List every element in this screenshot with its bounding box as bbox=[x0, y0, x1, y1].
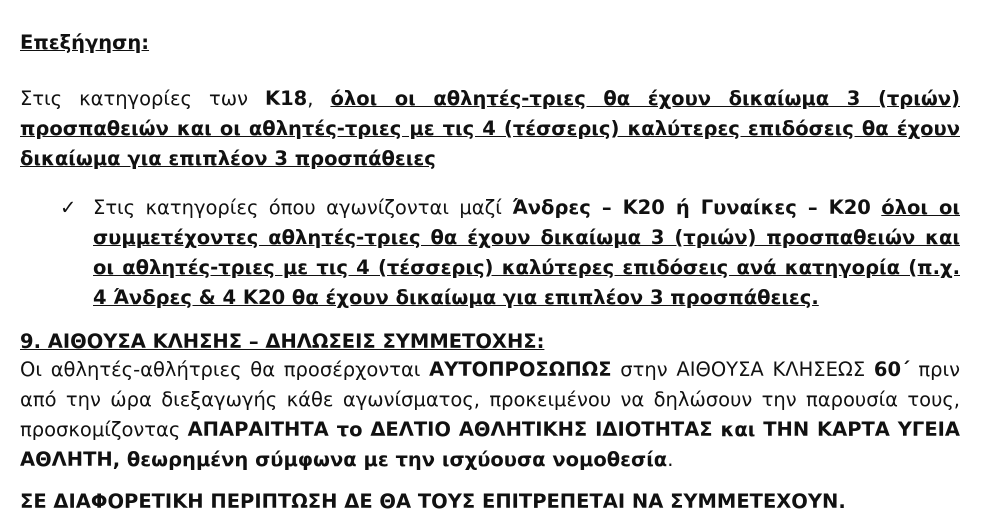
bullet-space bbox=[871, 196, 881, 219]
explanation-heading-text: Επεξήγηση: bbox=[20, 31, 150, 54]
bullet-rule-text: όλοι οι συμμετέχοντες αθλητές-τριες θα έχουν δικαίωμα 3 (τριών) προσπαθειών και οι αθλητές-τριες με τις 4 (τέσσερις) καλύτερες επιδόσεις ανά κατηγορία (π.χ. 4 Άνδρες & 4 Κ20 θα έχουν δικαίωμα για επιπλέον 3 προσπάθειες. bbox=[93, 196, 960, 309]
bullet-plain-text: Στις κατηγορίες όπου αγωνίζονται μαζί bbox=[93, 196, 513, 219]
in-person-text: ΑΥΤΟΠΡΟΣΩΠΩΣ bbox=[429, 358, 612, 381]
warning-line bbox=[20, 487, 960, 517]
category-k18: Κ18 bbox=[264, 87, 308, 110]
section9-text: πριν από την ώρα διεξαγωγής κάθε αγωνίσματος, προκειμένου να δηλώσουν την παρουσία τους, προσκομίζοντας bbox=[20, 358, 960, 441]
paragraph-text: , bbox=[307, 87, 331, 110]
section9-period: . bbox=[667, 448, 674, 471]
attempts-rule-text: όλοι οι αθλητές-τριες θα έχουν δικαίωμα 3 (τριών) προσπαθειών και οι αθλητές-τριες με τις 4 (τέσσερις) καλύτερες επιδόσεις θα έχουν δικαίωμα για επιπλέον 3 προσπάθειες bbox=[20, 87, 960, 170]
section9-heading bbox=[20, 327, 960, 357]
explanation-paragraph bbox=[20, 84, 960, 174]
section9-text: Οι αθλητές-αθλήτριες θα προσέρχονται bbox=[20, 358, 430, 381]
bullet-item bbox=[60, 193, 960, 313]
paragraph-text: Στις κατηγορίες των bbox=[20, 87, 265, 110]
minutes-value: 60΄ bbox=[873, 358, 910, 381]
bullet-categories: Άνδρες – Κ20 ή Γυναίκες – Κ20 bbox=[512, 196, 871, 219]
section9-paragraph bbox=[20, 355, 960, 475]
section9-text: στην ΑΙΘΟΥΣΑ ΚΛΗΣΕΩΣ bbox=[611, 358, 874, 381]
bullet-text bbox=[93, 193, 960, 313]
warning-text: ΣΕ ΔΙΑΦΟΡΕΤΙΚΗ ΠΕΡΙΠΤΩΣΗ ΔΕ ΘΑ ΤΟΥΣ ΕΠΙΤΡΕΠΕΤΑΙ ΝΑ ΣΥΜΜΕΤΕΧΟΥΝ. bbox=[20, 490, 846, 513]
checkmark-icon: ✓ bbox=[60, 196, 77, 219]
section9-heading-text: 9. ΑΙΘΟΥΣΑ ΚΛΗΣΗΣ – ΔΗΛΩΣΕΙΣ ΣΥΜΜΕΤΟΧΗΣ: bbox=[20, 330, 545, 353]
explanation-heading bbox=[20, 28, 960, 58]
required-documents-text: ΑΠΑΡΑΙΤΗΤΑ το ΔΕΛΤΙΟ ΑΘΛΗΤΙΚΗΣ ΙΔΙΟΤΗΤΑΣ και ΤΗΝ ΚΑΡΤΑ ΥΓΕΙΑ ΑΘΛΗΤΗ, θεωρημένη σύμφωνα με την ισχύουσα νομοθεσία bbox=[20, 418, 960, 471]
